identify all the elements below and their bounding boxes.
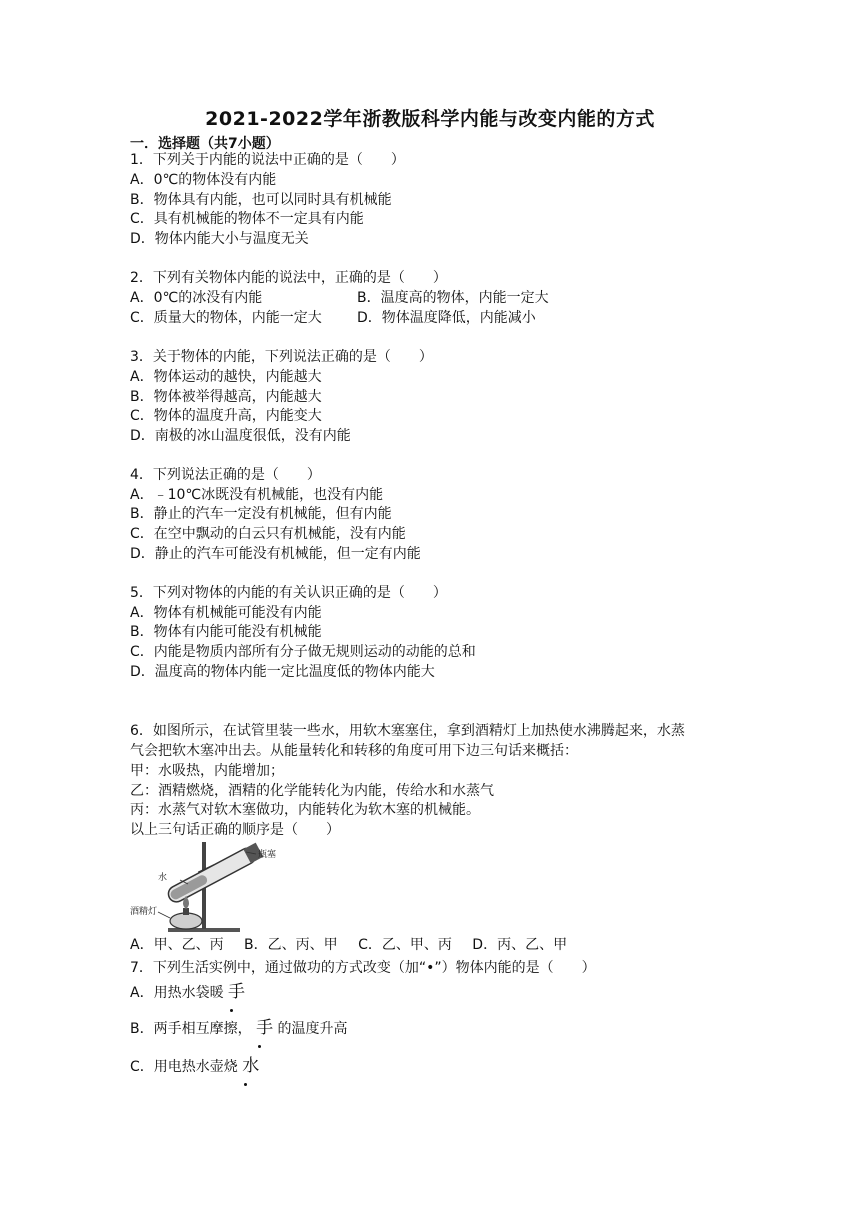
question-7-option-c-text: C．用电热水壶烧 bbox=[130, 1059, 238, 1075]
question-6-statement-bing: 丙：水蒸气对软木塞做功，内能转化为软木塞的机械能。 bbox=[130, 802, 480, 818]
test-tube bbox=[166, 843, 264, 905]
question-1-option-d: D．物体内能大小与温度无关 bbox=[130, 231, 309, 247]
question-7-option-a-text: A．用热水袋暖 bbox=[130, 985, 224, 1001]
question-7-option-b bbox=[130, 1018, 348, 1039]
question-4-option-c: C．在空中飘动的白云只有机械能，没有内能 bbox=[130, 526, 406, 542]
test-tube-experiment-figure bbox=[128, 840, 308, 936]
question-6-stem-line1: 6．如图所示，在试管里装一些水，用软木塞塞住，拿到酒精灯上加热使水沸腾起来，水蒸 bbox=[130, 723, 685, 739]
question-2-stem: 2．下列有关物体内能的说法中，正确的是（ ） bbox=[130, 270, 447, 286]
question-4-option-a: A．﹣10℃冰既没有机械能，也没有内能 bbox=[130, 487, 384, 503]
question-1-stem: 1．下列关于内能的说法中正确的是（ ） bbox=[130, 152, 405, 168]
question-6-options: A．甲、乙、丙 B．乙、丙、甲 C．乙、甲、丙 D．丙、乙、甲 bbox=[130, 937, 568, 953]
question-5-stem: 5．下列对物体的内能的有关认识正确的是（ ） bbox=[130, 585, 447, 601]
question-6-statement-yi: 乙：酒精燃烧，酒精的化学能转化为内能，传给水和水蒸气 bbox=[130, 783, 494, 799]
question-5-option-d: D．温度高的物体内能一定比温度低的物体内能大 bbox=[130, 664, 435, 680]
question-5-option-c: C．内能是物质内部所有分子做无规则运动的动能的总和 bbox=[130, 644, 476, 660]
section-heading: 一．选择题（共7小题） bbox=[130, 136, 280, 152]
question-7-option-b-tail: 的温度升高 bbox=[277, 1021, 348, 1037]
question-1-option-c: C．具有机械能的物体不一定具有内能 bbox=[130, 211, 364, 227]
question-5-option-a: A．物体有机械能可能没有内能 bbox=[130, 605, 322, 621]
question-7-option-a bbox=[130, 982, 245, 1003]
question-6-statement-jia: 甲：水吸热，内能增加； bbox=[130, 763, 284, 779]
question-1-option-b: B．物体具有内能，也可以同时具有机械能 bbox=[130, 192, 392, 208]
document-title: 2021-2022学年浙教版科学内能与改变内能的方式 bbox=[205, 108, 655, 130]
experiment-illustration bbox=[128, 840, 308, 936]
question-2-option-b: B．温度高的物体，内能一定大 bbox=[357, 290, 549, 306]
question-3-stem: 3．关于物体的内能，下列说法正确的是（ ） bbox=[130, 349, 433, 365]
emphasis-dot-char: 手 bbox=[256, 1018, 274, 1038]
question-7-option-c bbox=[130, 1056, 259, 1077]
question-3-option-d: D．南极的冰山温度很低，没有内能 bbox=[130, 428, 351, 444]
question-4-stem: 4．下列说法正确的是（ ） bbox=[130, 467, 321, 483]
question-7-option-b-text: B．两手相互摩擦， bbox=[130, 1021, 252, 1037]
question-2-option-c: C．质量大的物体，内能一定大 bbox=[130, 310, 322, 326]
question-2-option-d: D．物体温度降低，内能减小 bbox=[357, 310, 536, 326]
question-3-option-c: C．物体的温度升高，内能变大 bbox=[130, 408, 322, 424]
question-3-option-b: B．物体被举得越高，内能越大 bbox=[130, 389, 322, 405]
question-6-ask: 以上三句话正确的顺序是（ ） bbox=[130, 822, 340, 838]
question-1-option-a: A．0℃的物体没有内能 bbox=[130, 172, 277, 188]
question-4-option-d: D．静止的汽车可能没有机械能，但一定有内能 bbox=[130, 546, 421, 562]
question-4-option-b: B．静止的汽车一定没有机械能，但有内能 bbox=[130, 506, 392, 522]
label-alcohol-lamp: 酒精灯 bbox=[130, 907, 158, 917]
emphasis-dot-char: 水 bbox=[242, 1056, 260, 1076]
question-6-stem-line2: 气会把软木塞冲出去。从能量转化和转移的角度可用下边三句话来概括： bbox=[130, 743, 578, 759]
question-3-option-a: A．物体运动的越快，内能越大 bbox=[130, 369, 322, 385]
label-water: 水 bbox=[158, 873, 168, 883]
question-2-option-a: A．0℃的冰没有内能 bbox=[130, 290, 263, 306]
question-5-option-b: B．物体有内能可能没有机械能 bbox=[130, 624, 322, 640]
question-7-stem: 7．下列生活实例中，通过做功的方式改变（加“•”）物体内能的是（ ） bbox=[130, 960, 596, 976]
label-stopper: 瓶塞 bbox=[258, 850, 277, 860]
emphasis-dot-char: 手 bbox=[228, 982, 246, 1002]
